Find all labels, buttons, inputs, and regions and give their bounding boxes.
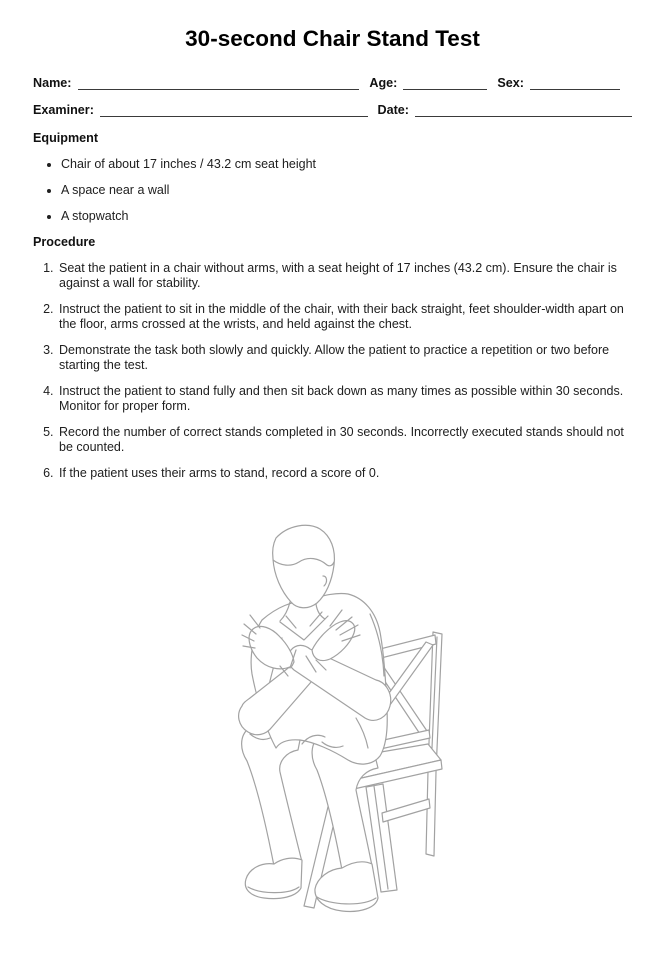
examiner-label: Examiner: bbox=[33, 103, 94, 117]
age-label: Age: bbox=[369, 76, 398, 90]
procedure-step: 1. Seat the patient in a chair without arms, with a seat height of 17 inches (43.2 cm). Ensure the chair is against a wall for stability. bbox=[57, 261, 632, 291]
equipment-heading: Equipment bbox=[33, 131, 99, 145]
equipment-item: • Chair of about 17 inches / 43.2 cm seat height bbox=[61, 157, 632, 172]
page-title: 30-second Chair Stand Test bbox=[185, 26, 480, 51]
form-document bbox=[0, 26, 661, 481]
equipment-item: • A space near a wall bbox=[61, 183, 632, 198]
form-row-2 bbox=[33, 101, 632, 117]
person-graphic bbox=[239, 525, 391, 911]
procedure-step: 4. Instruct the patient to stand fully and then sit back down as many times as possible within 30 seconds. Monitor for proper form. bbox=[57, 384, 632, 414]
procedure-step: 2. Instruct the patient to sit in the middle of the chair, with their back straight, feet shoulder-width apart on the floor, arms crossed at the wrists, and held against the chest. bbox=[57, 302, 632, 332]
date-label: Date: bbox=[377, 103, 409, 117]
procedure-heading: Procedure bbox=[33, 235, 96, 249]
sex-field[interactable] bbox=[530, 74, 620, 90]
procedure-list bbox=[33, 261, 632, 481]
document-page bbox=[0, 26, 661, 961]
seated-person-chair-drawing bbox=[230, 518, 465, 948]
equipment-list bbox=[33, 157, 632, 224]
form-row-1 bbox=[33, 74, 632, 90]
chair-stand-illustration bbox=[230, 518, 465, 948]
procedure-step: 5. Record the number of correct stands completed in 30 seconds. Incorrectly executed stands should not be counted. bbox=[57, 425, 632, 455]
name-label: Name: bbox=[33, 76, 72, 90]
examiner-field[interactable] bbox=[100, 101, 368, 117]
procedure-step: 6. If the patient uses their arms to stand, record a score of 0. bbox=[57, 466, 632, 481]
age-field[interactable] bbox=[403, 74, 487, 90]
name-field[interactable] bbox=[78, 74, 360, 90]
procedure-step: 3. Demonstrate the task both slowly and quickly. Allow the patient to practice a repetition or two before starting the test. bbox=[57, 343, 632, 373]
date-field[interactable] bbox=[415, 101, 632, 117]
sex-label: Sex: bbox=[497, 76, 524, 90]
equipment-item: • A stopwatch bbox=[61, 209, 632, 224]
